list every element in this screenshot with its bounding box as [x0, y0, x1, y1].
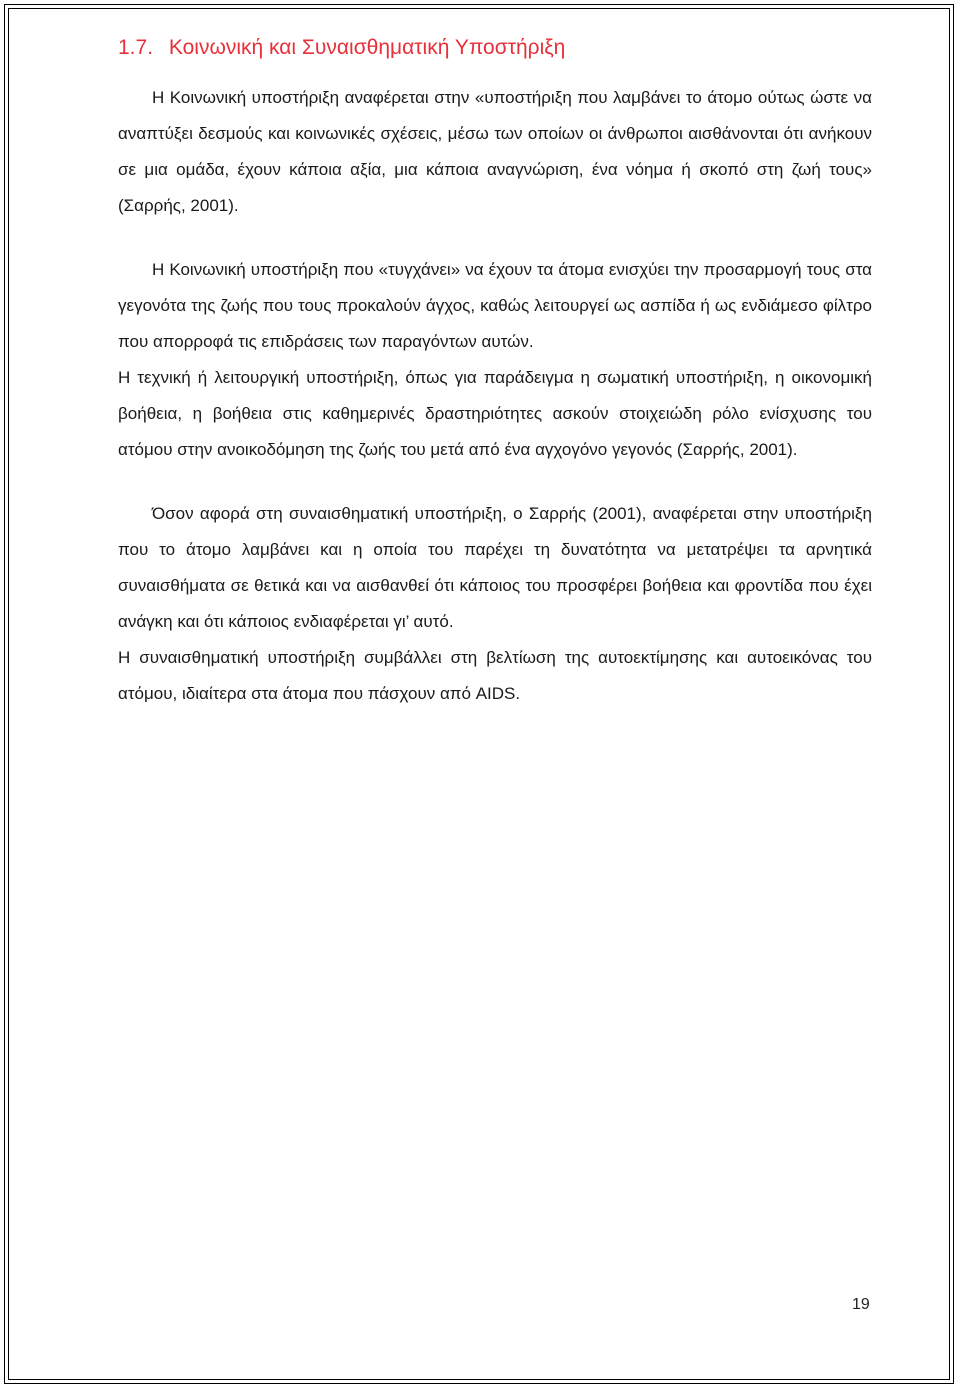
paragraph-social-support-definition: Η Κοινωνική υποστήριξη αναφέρεται στην «υποστήριξη που λαμβάνει το άτομο ούτως ώστε να αναπτύξει δεσμούς και κοινωνικές σχέσεις, μέσω των οποίων οι άνθρωποι αισθάνονται ότι ανήκουν σε μια ομάδα, έχουν κάποια αξία, μια κάποια αναγνώριση, ένα νόημα ή σκοπό στη ζωή τους» (Σαρρής, 2001). [118, 88, 872, 215]
section-number: 1.7. [118, 36, 154, 59]
paragraph-instrumental-support: Η τεχνική ή λειτουργική υποστήριξη, όπως για παράδειγμα η σωματική υποστήριξη, η οικονομική βοήθεια, η βοήθεια στις καθημερινές δραστηριότητες ασκούν στοιχειώδη ρόλο ενίσχυσης του ατόμου στην ανοικοδόμηση της ζωής του μετά από ένα αγχογόνο γεγονός (Σαρρής, 2001). [118, 368, 872, 459]
page-number: 19 [852, 1296, 870, 1313]
section-heading [118, 28, 872, 68]
paragraph-self-esteem: Η συναισθηματική υποστήριξη συμβάλλει στη βελτίωση της αυτοεκτίμησης και αυτοεικόνας του ατόμου, ιδιαίτερα στα άτομα που πάσχουν από AIDS. [118, 648, 872, 703]
paragraph-stress-buffer: Η Κοινωνική υποστήριξη που «τυγχάνει» να έχουν τα άτομα ενισχύει την προσαρμογή τους στα γεγονότα της ζωής που τους προκαλούν άγχος, καθώς λειτουργεί ως ασπίδα ή ως ενδιάμεσο φίλτρο που απορροφά τις επιδράσεις των παραγόντων αυτών. [118, 260, 872, 351]
section-title: Κοινωνική και Συναισθηματική Υποστήριξη [168, 36, 566, 59]
paragraph-spacer [118, 468, 872, 496]
paragraph-emotional-support: Όσον αφορά στη συναισθηματική υποστήριξη, ο Σαρρής (2001), αναφέρεται στην υποστήριξη που το άτομο λαμβάνει και η οποία του παρέχει τη δυνατότητα να μετατρέψει τα αρνητικά συναισθήματα σε θετικά και να αισθανθεί ότι κάποιος του προσφέρει βοήθεια και φροντίδα που έχει ανάγκη και ότι κάποιος ενδιαφέρεται γι’ αυτό. [118, 504, 872, 631]
paragraph-spacer [118, 224, 872, 252]
document-body [118, 28, 872, 712]
